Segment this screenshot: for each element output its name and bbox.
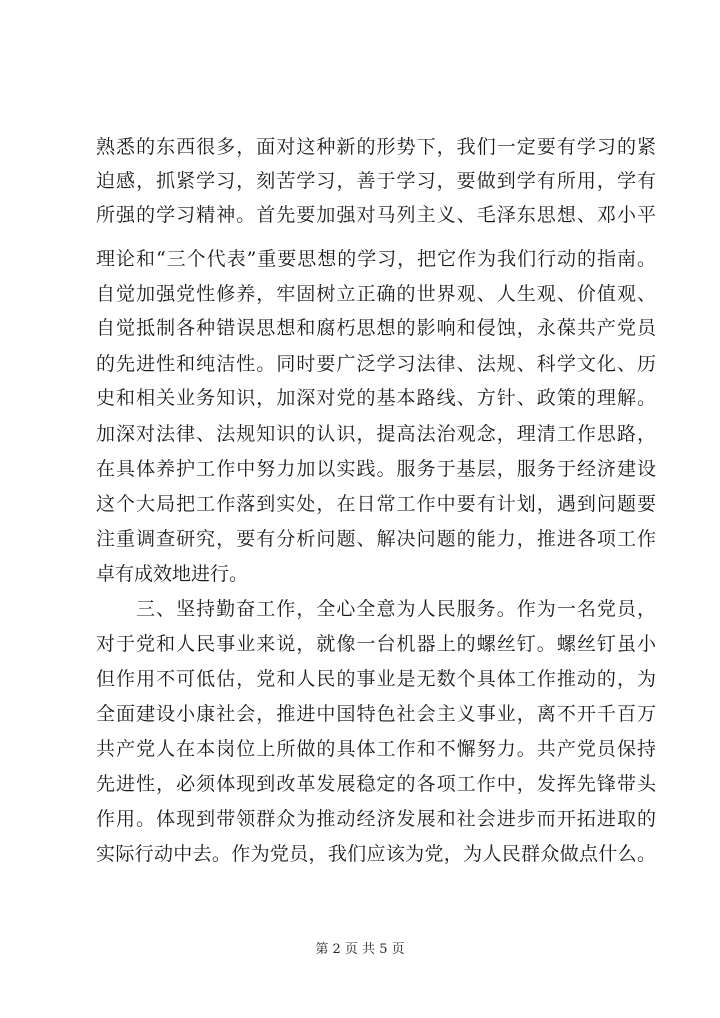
body-line: 理论和“三个代表”重要思想的学习，把它作为我们行动的指南。 — [96, 248, 656, 270]
body-line: 先进性，必须体现到改革发展稳定的各项工作中，发挥先锋带头 — [96, 773, 656, 795]
page-number-footer: 第 2 页 共 5 页 — [315, 942, 405, 957]
body-line: 自觉抵制各种错误思想和腐朽思想的影响和侵蚀，永葆共产党员 — [96, 317, 656, 339]
body-line: 实际行动中去。作为党员，我们应该为党，为人民群众做点什么。 — [96, 843, 656, 865]
body-line: 所强的学习精神。首先要加强对马列主义、毛泽东思想、邓小平 — [96, 204, 656, 226]
body-line: 注重调查研究，要有分析问题、解决问题的能力，推进各项工作 — [96, 528, 656, 550]
body-line: 加深对法律、法规知识的认识，提高法治观念，理清工作思路， — [96, 423, 656, 445]
body-line: 自觉加强党性修养，牢固树立正确的世界观、人生观、价值观、 — [96, 283, 656, 305]
body-line: 对于党和人民事业来说，就像一台机器上的螺丝钉。螺丝钉虽小 — [96, 633, 656, 655]
body-line: 全面建设小康社会，推进中国特色社会主义事业，离不开千百万 — [96, 703, 656, 725]
body-line: 卓有成效地进行。 — [96, 563, 249, 585]
paragraph-heading-line: 三、坚持勤奋工作，全心全意为人民服务。作为一名党员， — [136, 598, 656, 620]
body-line: 熟悉的东西很多，面对这种新的形势下，我们一定要有学习的紧 — [96, 136, 656, 158]
body-line: 这个大局把工作落到实处，在日常工作中要有计划，遇到问题要 — [96, 493, 656, 515]
body-line: 的先进性和纯洁性。同时要广泛学习法律、法规、科学文化、历 — [96, 353, 656, 375]
body-line: 迫感，抓紧学习，刻苦学习，善于学习，要做到学有所用，学有 — [96, 170, 656, 192]
body-line: 在具体养护工作中努力加以实践。服务于基层，服务于经济建设 — [96, 458, 656, 480]
body-line: 但作用不可低估，党和人民的事业是无数个具体工作推动的，为 — [96, 668, 656, 690]
body-line: 作用。体现到带领群众为推动经济发展和社会进步而开拓进取的 — [96, 808, 656, 830]
body-line: 史和相关业务知识，加深对党的基本路线、方针、政策的理解。 — [96, 387, 656, 409]
body-line: 共产党人在本岗位上所做的具体工作和不懈努力。共产党员保持 — [96, 738, 656, 760]
